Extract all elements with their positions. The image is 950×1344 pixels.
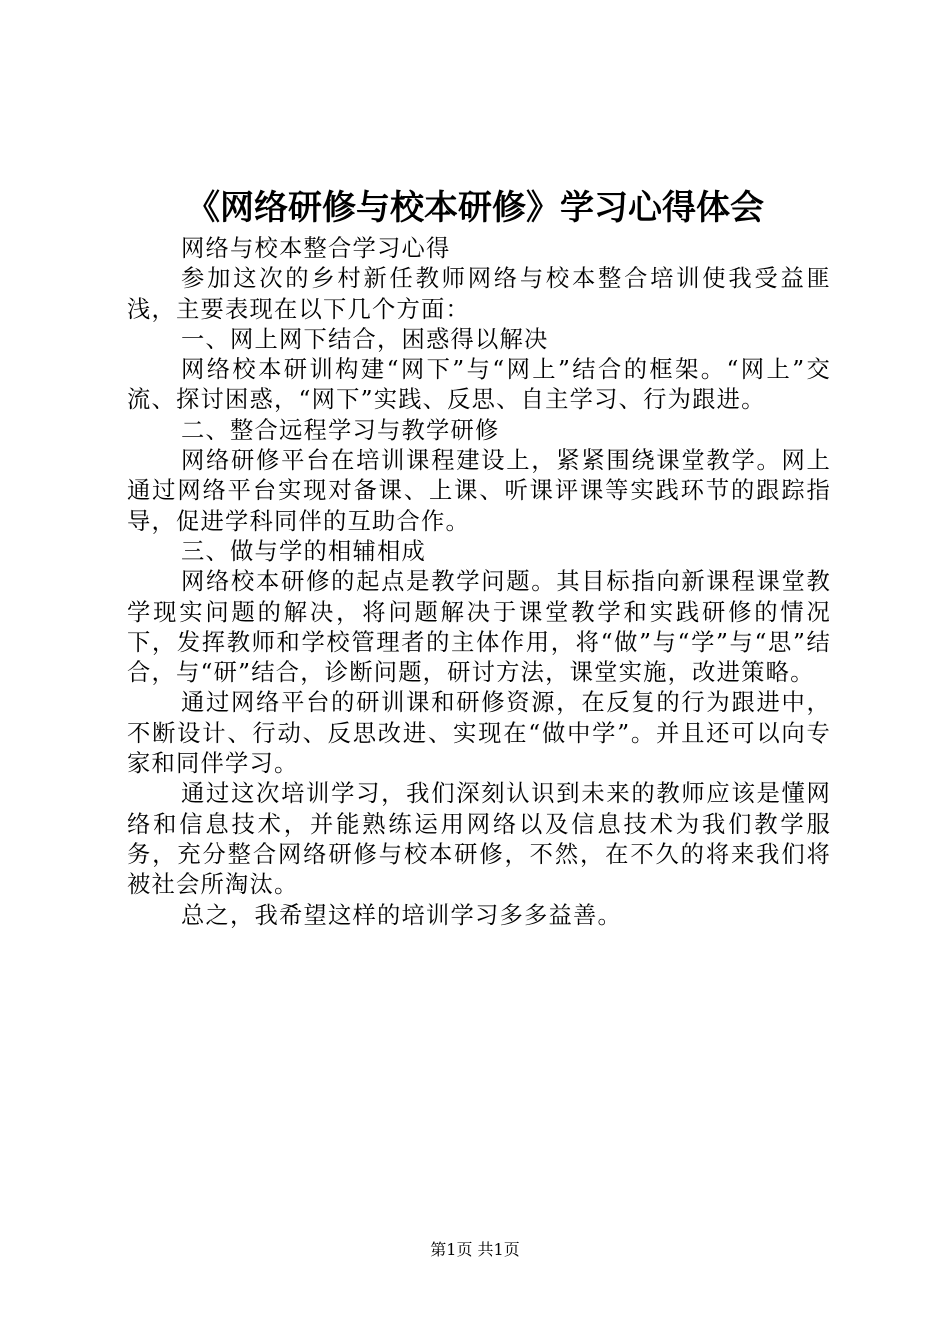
- paragraph-section-3: 网络校本研修的起点是教学问题。其目标指向新课程课堂教学现实问题的解决，将问题解决于课堂教学和实践研修的情况下，发挥教师和学校管理者的主体作用，将“做”与“学”与“思”结合，与“研”结合，诊断问题，研讨方法，课堂实施，改进策略。: [127, 568, 831, 687]
- paragraph-intro: 参加这次的乡村新任教师网络与校本整合培训使我受益匪浅，主要表现在以下几个方面：: [127, 265, 831, 323]
- paragraph-reflection: 通过这次培训学习，我们深刻认识到未来的教师应该是懂网络和信息技术，并能熟练运用网络以及信息技术为我们教学服务，充分整合网络研修与校本研修，不然，在不久的将来我们将被社会所淘汰。: [127, 780, 831, 899]
- paragraph-section-2: 网络研修平台在培训课程建设上，紧紧围绕课堂教学。网上通过网络平台实现对备课、上课、听课评课等实践环节的跟踪指导，促进学科同伴的互助合作。: [127, 447, 831, 535]
- document-title: 《网络研修与校本研修》学习心得体会: [186, 188, 764, 228]
- paragraph-section-1: 网络校本研训构建“网下”与“网上”结合的框架。“网上”交流、探讨困惑，“网下”实践、反思、自主学习、行为跟进。: [127, 356, 831, 414]
- paragraph-platform: 通过网络平台的研训课和研修资源，在反复的行为跟进中，不断设计、行动、反思改进、实现在“做中学”。并且还可以向专家和同伴学习。: [127, 689, 831, 778]
- document-body: [127, 234, 831, 931]
- section-heading-3: 三、做与学的相辅相成: [181, 537, 426, 565]
- paragraph-subtitle: 网络与校本整合学习心得: [181, 235, 451, 262]
- section-heading-2: 二、整合远程学习与教学研修: [181, 416, 500, 444]
- paragraph-conclusion: 总之，我希望这样的培训学习多多益善。: [181, 901, 622, 929]
- page-footer: 第1页 共1页: [430, 1240, 520, 1259]
- section-heading-1: 一、网上网下结合，困惑得以解决: [181, 325, 549, 353]
